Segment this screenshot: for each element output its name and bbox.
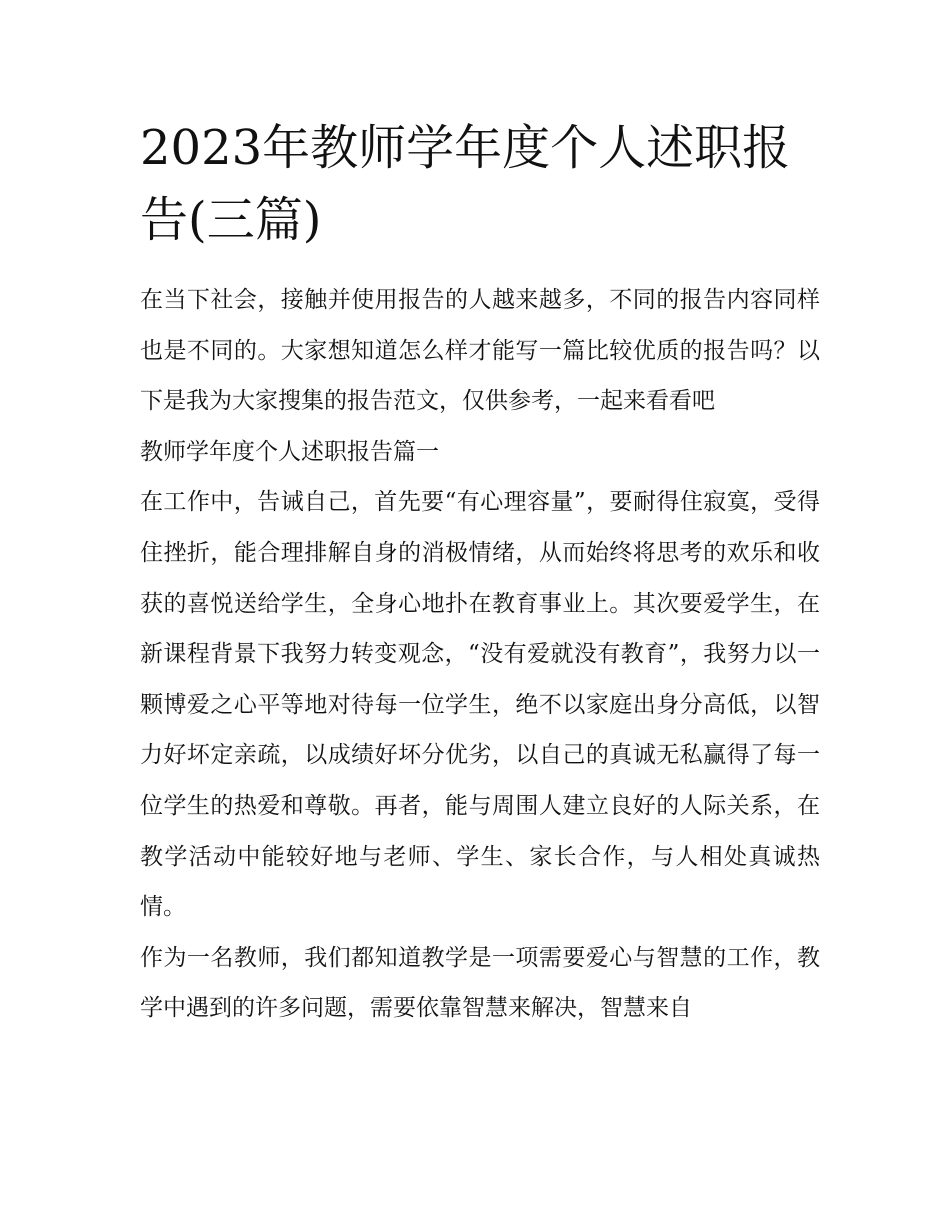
intro-paragraph: 在当下社会，接触并使用报告的人越来越多，不同的报告内容同样也是不同的。大家想知道怎么样才能写一篇比较优质的报告吗？以下是我为大家搜集的报告范文，仅供参考，一起来看看吧 bbox=[140, 287, 820, 415]
document-body bbox=[140, 275, 820, 1034]
document-title: 2023年教师学年度个人述职报告(三篇) bbox=[140, 120, 791, 248]
body-paragraph: 作为一名教师，我们都知道教学是一项需要爱心与智慧的工作，教学中遇到的许多问题，需要依靠智慧来解决，智慧来自 bbox=[140, 944, 820, 1022]
body-paragraph: 在工作中，告诫自己，首先要“有心理容量”，要耐得住寂寞，受得住挫折，能合理排解自身的消极情绪，从而始终将思考的欢乐和收获的喜悦送给学生，全身心地扑在教育事业上。其次要爱学生，在新课程背景下我努力转变观念，“没有爱就没有教育”，我努力以一颗博爱之心平等地对待每一位学生，绝不以家庭出身分高低，以智力好坏定亲疏，以成绩好坏分优劣，以自己的真诚无私赢得了每一位学生的热爱和尊敬。再者，能与周围人建立良好的人际关系，在教学活动中能较好地与老师、学生、家长合作，与人相处真诚热情。 bbox=[140, 489, 820, 921]
section-heading: 教师学年度个人述职报告篇一 bbox=[140, 438, 439, 465]
